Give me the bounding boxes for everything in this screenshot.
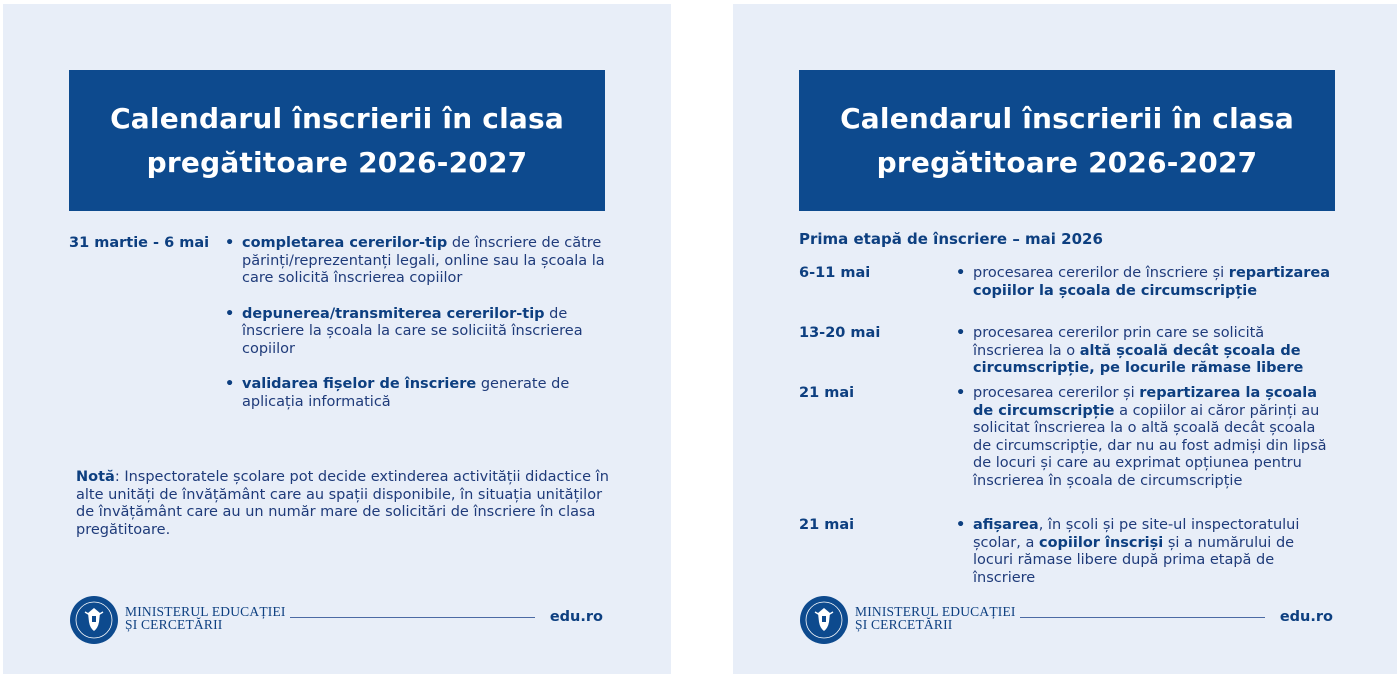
left-card: [3, 4, 671, 674]
row-description: • afișarea, în școli și pe site-ul inspectoratului școlar, a copiilor înscriși și a numărului de locuri rămase libere după prima etapă de înscriere: [956, 517, 1336, 587]
stage-title: Prima etapă de înscriere – mai 2026: [799, 230, 1103, 248]
site-link[interactable]: edu.ro: [549, 609, 603, 625]
row-description: • procesarea cererilor prin care se solicită înscrierea la o altă școală decât școala de circumscripție, pe locurile rămase libere: [956, 325, 1336, 378]
activity-list: [225, 235, 605, 429]
title-banner: [69, 70, 605, 211]
row-date: 21 mai: [799, 517, 855, 533]
footer: [799, 595, 1339, 645]
page-title: Calendarul înscrierii în clasa pregătitoare 2026-2027: [110, 101, 564, 179]
row-date: 6-11 mai: [799, 265, 871, 281]
row-date: 21 mai: [799, 385, 855, 401]
row-description: • procesarea cererilor de înscriere și repartizarea copiilor la școala de circumscripție: [956, 265, 1336, 300]
date-range: 31 martie - 6 mai: [69, 235, 210, 251]
note-paragraph: Notă: Inspectoratele școlare pot decide extinderea activității didactice în alte unități de învățământ care au spații disponibile, în situația unităților de învățământ care au un număr mare de solicitări de înscriere în clasa pregătitoare.: [76, 469, 609, 538]
site-link[interactable]: edu.ro: [1279, 609, 1333, 625]
list-item: • depunerea/transmiterea cererilor-tip de înscriere la școala la care se soliciită înscrierea copiilor: [225, 306, 605, 359]
title-banner: [799, 70, 1335, 211]
ministry-crest-icon: [799, 595, 849, 645]
list-item: • validarea fișelor de înscriere generate de aplicația informatică: [225, 376, 605, 411]
ministry-name: MINISTERUL EDUCAȚIEI ȘI CERCETĂRII: [855, 604, 1016, 632]
footer: [69, 595, 609, 645]
footer-divider: [290, 617, 535, 618]
ministry-crest-icon: [69, 595, 119, 645]
right-card: [733, 4, 1397, 674]
footer-divider: [1020, 617, 1265, 618]
list-item: • completarea cererilor-tip de înscriere de către părinți/reprezentanți legali, online sau la școala la care solicită înscrierea copiilor: [225, 235, 605, 288]
ministry-name: MINISTERUL EDUCAȚIEI ȘI CERCETĂRII: [125, 604, 286, 632]
row-description: • procesarea cererilor și repartizarea la școala de circumscripție a copiilor ai căror părinți au solicitat înscrierea la o altă școală decât școala de circumscripție, dar nu au fost admiși din lipsă de locuri și care au exprimat opțiunea pentru înscrierea în școala de circumscripție: [956, 385, 1336, 490]
page-title: Calendarul înscrierii în clasa pregătitoare 2026-2027: [840, 101, 1294, 179]
row-date: 13-20 mai: [799, 325, 881, 341]
